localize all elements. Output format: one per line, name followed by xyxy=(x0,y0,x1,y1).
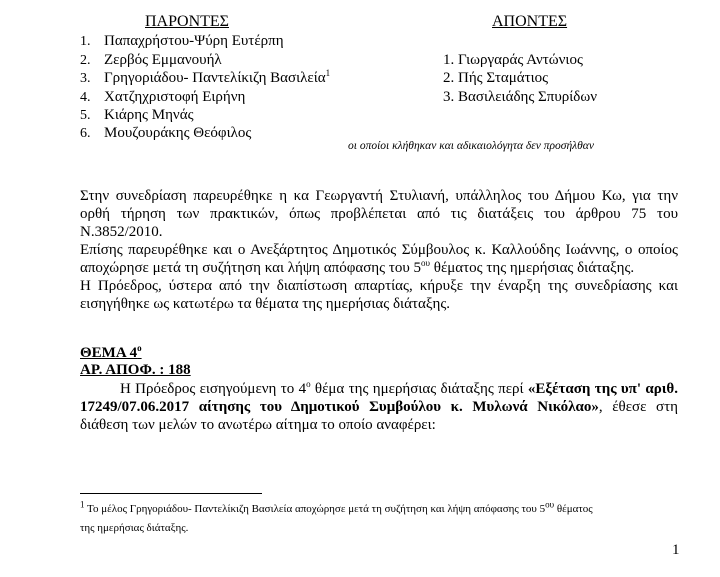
text-segment: θέμα της ημερήσιας διάταξης περί xyxy=(310,381,528,397)
present-item xyxy=(80,33,284,50)
superscript: ο xyxy=(306,379,311,389)
member-name: Παπαχρήστου-Ψύρη Ευτέρπη xyxy=(104,33,284,49)
intro-paragraph-1 xyxy=(80,187,678,241)
member-name: Μουζουράκης Θεόφιλος xyxy=(104,125,252,141)
member-name: Γρηγοριάδου- Παντελίκιζη Βασιλεία xyxy=(104,70,326,86)
absent-note: οι οποίοι κλήθηκαν και αδικαιολόγητα δεν προσήλθαν xyxy=(348,140,594,152)
footnote-reference[interactable]: 1 xyxy=(325,68,331,78)
text-segment: Η Πρόεδρος εισηγούμενη το 4 xyxy=(120,381,307,397)
footnote xyxy=(80,500,593,538)
text-line: Στην συνεδρίαση παρευρέθηκε η κα Γεωργαντή Στυλιανή, υπάλληλος του Δήμου Κω, για την xyxy=(80,188,678,204)
page-number: 1 xyxy=(672,542,680,558)
member-name: Ζερβός Εμμανουήλ xyxy=(104,52,222,68)
present-item xyxy=(80,107,194,124)
text-line: Ν.3852/2010. xyxy=(80,224,163,240)
text-segment: θέματος της ημερήσιας διάταξης. xyxy=(430,260,635,276)
text-segment: , έθεσε στη xyxy=(598,399,678,415)
topic-paragraph xyxy=(80,380,678,434)
item-number: 6. xyxy=(80,126,91,141)
present-item xyxy=(80,89,245,106)
absent-item xyxy=(443,52,583,69)
item-number: 2. xyxy=(443,70,455,86)
text-line: Η Πρόεδρος, ύστερα από την διαπίστωση απαρτίας, κήρυξε την έναρξη της συνεδρίασης και xyxy=(80,278,678,294)
bold-text: 17249/07.06.2017 αίτησης του Δημοτικού Συμβούλου κ. Μυλωνά Νικόλαο» xyxy=(80,399,599,415)
text-line xyxy=(80,398,678,416)
text-segment: της ημερήσιας διάταξης. xyxy=(80,522,189,534)
topic-heading: ΘΕΜΑ $4^o$ xyxy=(80,343,142,361)
absent-item xyxy=(443,70,548,87)
superscript: ου xyxy=(421,258,431,268)
member-name: Κιάρης Μηνάς xyxy=(104,107,194,123)
decision-number: ΑΡ. ΑΠΟΦ. : 188 xyxy=(80,362,191,378)
text-line: ορθή τήρηση των πρακτικών, όπως προβλέπεται από τις διατάξεις του άρθρου 75 του xyxy=(80,206,678,222)
item-number: 1. xyxy=(443,52,455,68)
superscript: ο xyxy=(137,343,142,353)
text-line: διάθεση των μελών το ανωτέρω αίτημα το οποίο αναφέρει: xyxy=(80,417,436,433)
text-segment: θέματος xyxy=(554,503,593,515)
superscript: ου xyxy=(545,499,555,510)
footnote-divider xyxy=(80,493,262,494)
item-number: 2. xyxy=(80,53,91,68)
item-number: 3. xyxy=(443,89,455,105)
item-number: 4. xyxy=(80,90,91,105)
footnote-mark: 1 xyxy=(80,499,85,510)
member-name: Γιωργαράς Αντώνιος xyxy=(458,52,583,68)
text-segment: Το μέλος Γρηγοριάδου- Παντελίκιζη Βασιλεία αποχώρησε μετά τη συζήτηση και λήψη απόφασης του 5 xyxy=(84,503,546,515)
text-segment: αποχώρησε μετά τη συζήτηση και λήψη απόφασης του 5 xyxy=(80,260,422,276)
text-line xyxy=(80,259,678,277)
present-item xyxy=(80,70,330,87)
member-name: Βασιλειάδης Σπυρίδων xyxy=(458,89,598,105)
present-heading: ΠΑΡΟΝΤΕΣ xyxy=(145,13,229,30)
text-line xyxy=(80,380,678,398)
member-name: Πής Σταμάτιος xyxy=(458,70,549,86)
absent-item xyxy=(443,89,597,106)
item-number: 1. xyxy=(80,34,91,49)
text-line: εισηγήθηκε ως κατωτέρω τα θέματα της ημερήσιας διάταξης. xyxy=(80,296,451,312)
intro-paragraph-3 xyxy=(80,277,678,313)
bold-text: «Εξέταση της υπ' αριθ. xyxy=(527,381,678,397)
text-line: Επίσης παρευρέθηκε και ο Ανεξάρτητος Δημοτικός Σύμβουλος κ. Καλλούδης Ιωάννης, ο οποίος xyxy=(80,242,678,258)
present-item xyxy=(80,52,222,69)
item-number: 3. xyxy=(80,71,91,86)
item-number: 5. xyxy=(80,108,91,123)
member-name: Χατζηχριστοφή Ειρήνη xyxy=(104,89,246,105)
absent-heading: ΑΠΟΝΤΕΣ xyxy=(492,13,568,30)
present-item xyxy=(80,125,251,142)
intro-paragraph-2 xyxy=(80,241,678,277)
